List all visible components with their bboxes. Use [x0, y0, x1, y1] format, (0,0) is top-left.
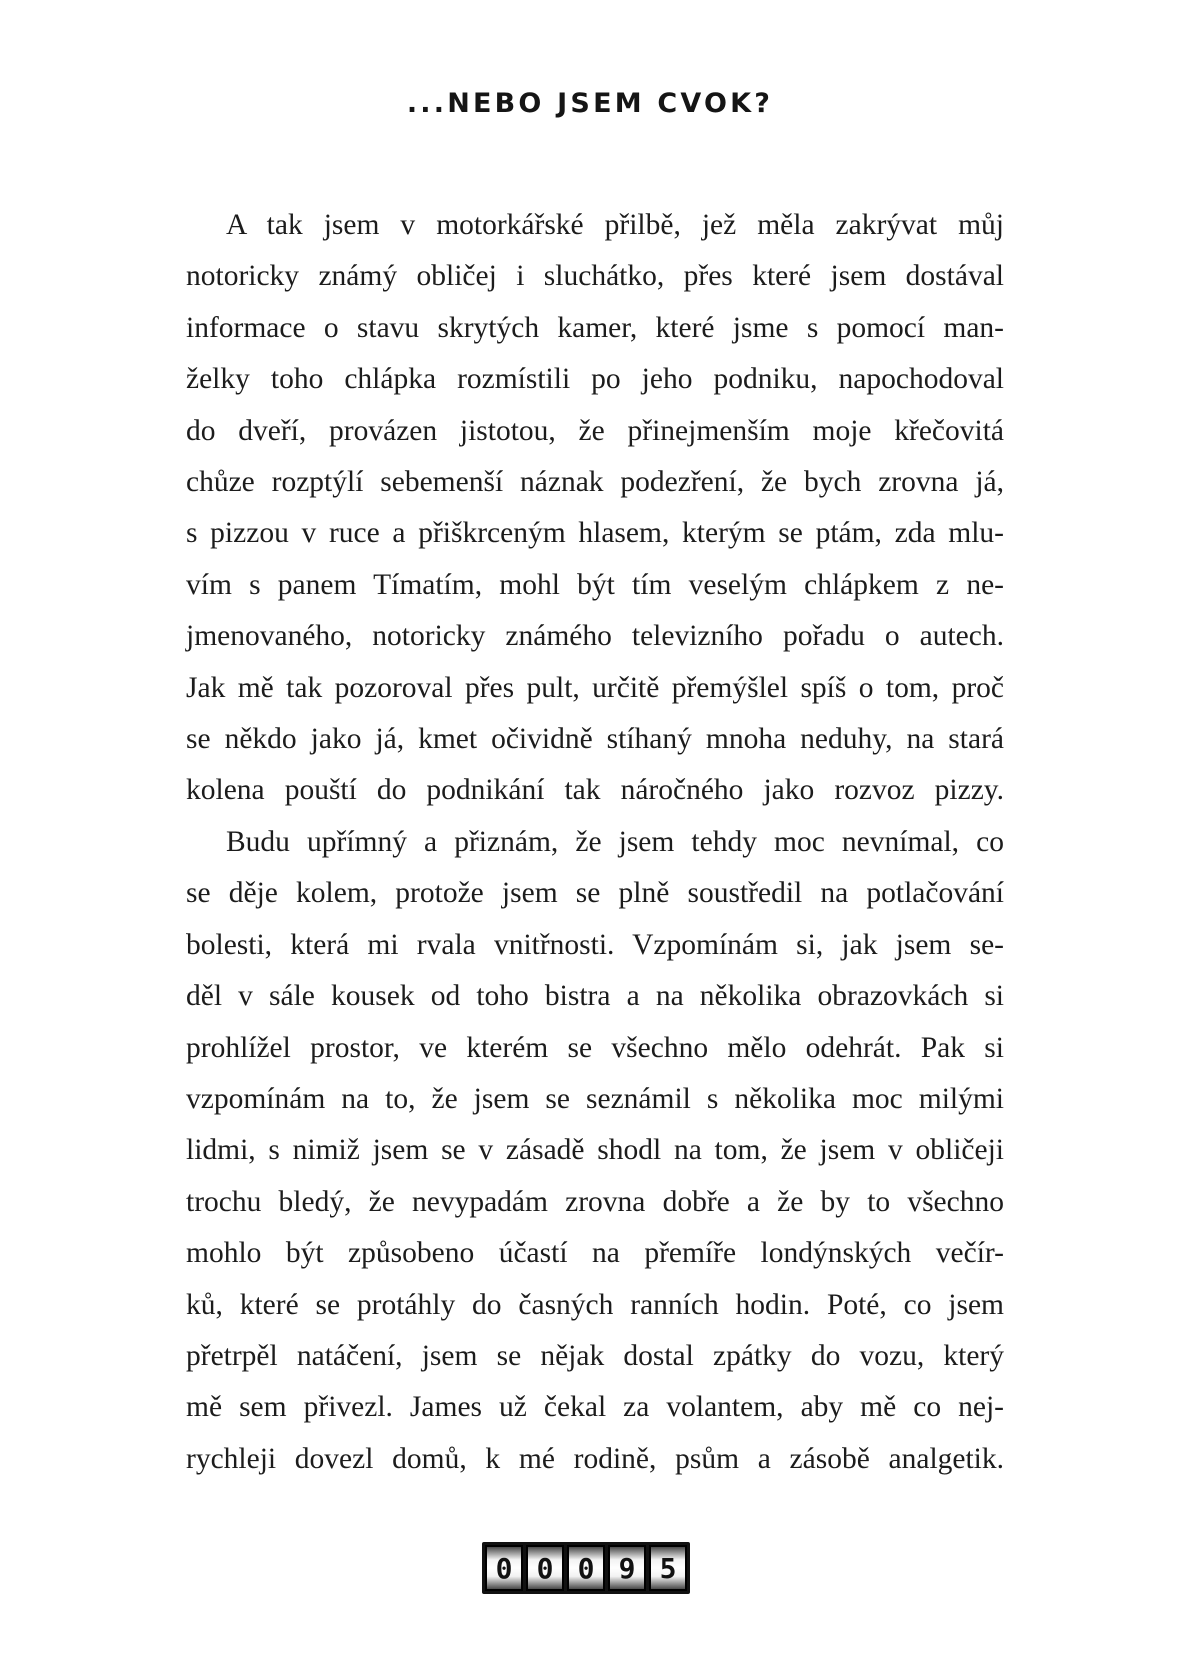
text-line: děl v sále kousek od toho bistra a na několika obrazovkách si: [186, 980, 1004, 1013]
text-line: rychleji dovezl domů, k mé rodině, psům a zásobě analgetik.: [186, 1442, 1004, 1475]
text-line: do dveří, provázen jistotou, že přinejmenším moje křečovitá: [186, 414, 1004, 447]
page-number-digit: 0: [526, 1545, 564, 1591]
text-line: kolena pouští do podnikání tak náročného jako rozvoz pizzy.: [186, 774, 1004, 807]
page-number-counter: [482, 1542, 690, 1594]
text-line: informace o stavu skrytých kamer, které jsme s pomocí man-: [186, 311, 1004, 344]
text-line: přetrpěl natáčení, jsem se nějak dostal zpátky do vozu, který: [186, 1339, 1004, 1372]
text-line: mohlo být způsobeno účastí na přemíře londýnských večír-: [186, 1237, 1004, 1270]
page-number-digit: 0: [567, 1545, 605, 1591]
chapter-title: ...NEBO JSEM CVOK?: [406, 88, 774, 119]
text-line: želky toho chlápka rozmístili po jeho podniku, napochodoval: [186, 363, 1004, 396]
paragraph-2: [186, 817, 1004, 1485]
text-line: bolesti, která mi rvala vnitřnosti. Vzpomínám si, jak jsem se-: [186, 928, 1004, 961]
text-line: trochu bledý, že nevypadám zrovna dobře a že by to všechno: [186, 1185, 1004, 1218]
paragraph-1: [186, 200, 1004, 817]
text-line: lidmi, s nimiž jsem se v zásadě shodl na tom, že jsem v obličeji: [186, 1134, 1004, 1167]
body-text: [186, 200, 1004, 1485]
text-line: jmenovaného, notoricky známého televizního pořadu o autech.: [186, 620, 1004, 653]
page-number-digit: 5: [649, 1545, 687, 1591]
text-line: A tak jsem v motorkářské přilbě, jež měla zakrývat můj: [226, 209, 1004, 241]
text-line: Budu upřímný a přiznám, že jsem tehdy moc nevnímal, co: [226, 825, 1004, 858]
text-line: vzpomínám na to, že jsem se seznámil s několika moc milými: [186, 1082, 1004, 1115]
text-line: chůze rozptýlí sebemenší náznak podezření, že bych zrovna já,: [186, 466, 1004, 499]
text-line: prohlížel prostor, ve kterém se všechno mělo odehrát. Pak si: [186, 1031, 1004, 1064]
text-line: Jak mě tak pozoroval přes pult, určitě přemýšlel spíš o tom, proč: [186, 671, 1004, 704]
text-line: ků, které se protáhly do časných ranních hodin. Poté, co jsem: [186, 1288, 1004, 1321]
text-line: mě sem přivezl. James už čekal za volantem, aby mě co nej-: [186, 1391, 1004, 1424]
text-line: vím s panem Tímatím, mohl být tím veselým chlápkem z ne-: [186, 568, 1004, 601]
text-line: s pizzou v ruce a přiškrceným hlasem, kterým se ptám, zda mlu-: [186, 517, 1004, 550]
page-number-digit: 0: [485, 1545, 523, 1591]
text-line: notoricky známý obličej i sluchátko, přes které jsem dostával: [186, 260, 1004, 293]
text-line: se děje kolem, protože jsem se plně soustředil na potlačování: [186, 877, 1004, 910]
page-number-digit: 9: [608, 1545, 646, 1591]
text-line: se někdo jako já, kmet očividně stíhaný mnoha neduhy, na stará: [186, 723, 1004, 756]
